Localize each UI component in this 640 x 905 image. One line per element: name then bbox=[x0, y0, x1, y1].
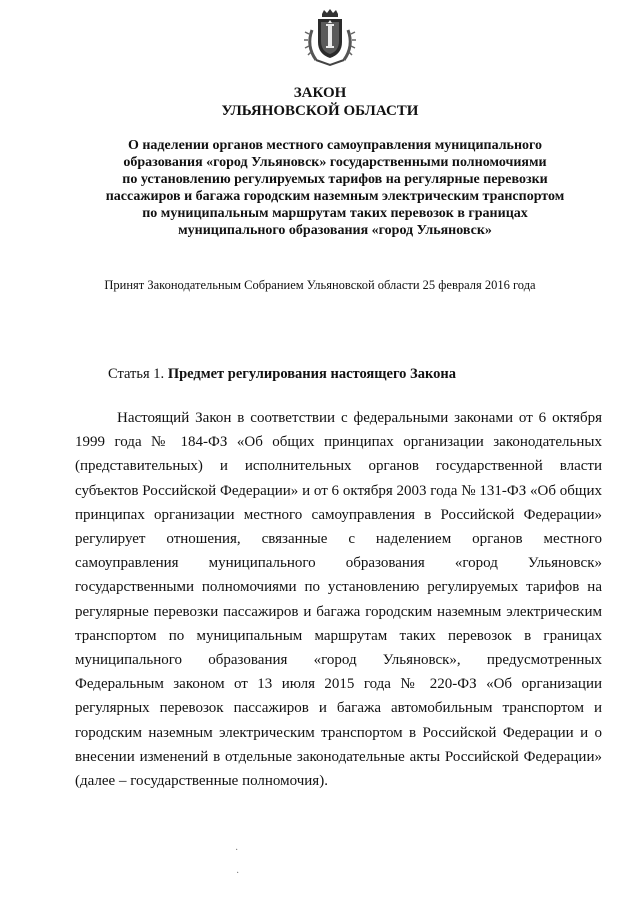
coat-of-arms-icon bbox=[302, 8, 358, 68]
subtitle-line: по установлению регулируемых тарифов на регулярные перевозки bbox=[122, 172, 548, 187]
article-paragraph: Настоящий Закон в соответствии с федеральными законами от 6 октября 1999 года № 184-ФЗ «Об общих принципах организации законодательных (представительных) и исполнительных органов государственной власти субъектов Российской Федерации» и от 6 октября 2003 года № 131-ФЗ «Об общих принципах организации местного самоуправления в Российской Федерации» регулирует отношения, связанные с наделением органов местного самоуправления муниципального образования «город Ульяновск» государственными полномочиями по установлению регулируемых тарифов на регулярные перевозки пассажиров и багажа городским наземным электрическим транспортом по муниципальным маршрутам таких перевозок в границах муниципального образования «город Ульяновск», предусмотренных Федеральным законом от 13 июля 2015 года № 220-ФЗ «Об организации регулярных перевозок пассажиров и багажа автомобильным транспортом и городским наземным электрическим транспортом в Российской Федерации и о внесении изменений в отдельные законодательные акты Российской Федерации» (далее – государственные полномочия). bbox=[75, 410, 602, 790]
subtitle-line: муниципального образования «город Ульяновск» bbox=[178, 223, 492, 238]
subtitle-line: образования «город Ульяновск» государственными полномочиями bbox=[123, 155, 547, 170]
article-title: Предмет регулирования настоящего Закона bbox=[167, 366, 456, 382]
law-subtitle bbox=[40, 137, 630, 239]
article-heading bbox=[108, 366, 456, 383]
law-title-region: УЛЬЯНОВСКОЙ ОБЛАСТИ bbox=[221, 103, 419, 119]
scan-speck: · bbox=[235, 845, 239, 856]
subtitle-line: пассажиров и багажа городским наземным электрическим транспортом bbox=[105, 189, 565, 204]
law-title bbox=[0, 84, 640, 120]
adoption-note: Принят Законодательным Собранием Ульяновской области 25 февраля 2016 года bbox=[104, 278, 536, 292]
subtitle-line: по муниципальным маршрутам таких перевозок в границах bbox=[142, 206, 528, 221]
subtitle-line: О наделении органов местного самоуправления муниципального bbox=[127, 138, 543, 153]
law-title-line: ЗАКОН bbox=[293, 85, 347, 101]
scan-speck: · bbox=[236, 868, 240, 879]
article-number: Статья 1. bbox=[108, 366, 165, 382]
